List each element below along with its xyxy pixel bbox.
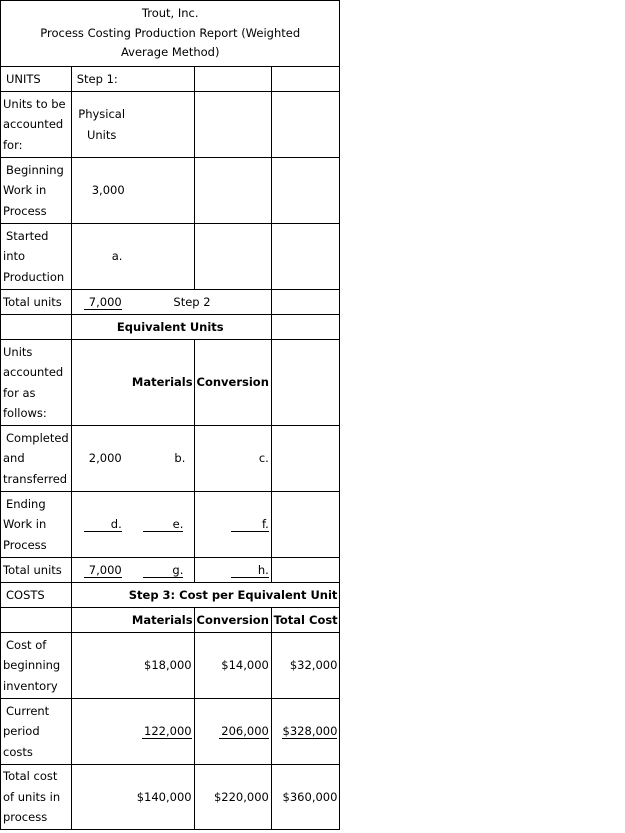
cost-row-materials-cell (71, 699, 194, 765)
units-accounted-label: Units accounted for as follows: (1, 340, 72, 426)
cost-row-materials: $140,000 (71, 765, 194, 830)
eu-conversion-header: Conversion (194, 340, 271, 426)
company-name: Trout, Inc. (141, 6, 199, 21)
cost-materials-header: Materials (71, 608, 194, 633)
step1-label: Step 1: (71, 67, 194, 92)
cost-conversion-header: Conversion (194, 608, 271, 633)
total-units-values-2 (71, 558, 194, 583)
completed-conversion: c. (194, 426, 271, 492)
ending-wip-label: Ending Work in Process (1, 492, 72, 558)
report-title-line2: Average Method) (120, 45, 220, 60)
report-title-line1: Process Costing Production Report (Weighted (40, 25, 301, 40)
beginning-wip-label: Beginning Work in Process (1, 158, 72, 224)
cost-row-total: $32,000 (271, 633, 340, 699)
cost-row-materials: 122,000 (142, 725, 192, 739)
total-units-physical-2: 7,000 (84, 564, 122, 578)
ending-wip-materials: e. (143, 518, 183, 532)
cost-row-total-cell (271, 699, 340, 765)
ending-wip-physical: d. (84, 518, 122, 532)
units-to-account-label: Units to be accounted for: (1, 92, 72, 158)
cost-row-total: $360,000 (271, 765, 340, 830)
cost-total-header: Total Cost (271, 608, 340, 633)
started-label: Started into Production (1, 224, 72, 290)
completed-materials: b. (174, 451, 186, 466)
cost-row-materials: $18,000 (71, 633, 194, 699)
equivalent-units-header: Equivalent Units (71, 315, 271, 340)
started-physical: a. (71, 224, 194, 290)
total-units-materials: g. (143, 564, 183, 578)
total-units-conversion: h. (231, 564, 269, 578)
ending-wip-conversion-cell (194, 492, 271, 558)
completed-values (71, 426, 194, 492)
cost-row-label: Total cost of units in process (1, 765, 72, 830)
cost-row-total: $328,000 (282, 724, 338, 739)
step3-label: Step 3: Cost per Equivalent Unit (71, 583, 340, 608)
cost-row-conversion: $14,000 (194, 633, 271, 699)
total-units-label-2: Total units (1, 558, 72, 583)
ending-wip-values (71, 492, 194, 558)
costs-section-label: COSTS (1, 583, 72, 608)
physical-units-header: Physical Units (71, 92, 194, 158)
completed-label: Completed and transferred (1, 426, 72, 492)
cost-row-conversion-cell (194, 699, 271, 765)
cost-row-conversion: $220,000 (194, 765, 271, 830)
ending-wip-conversion: f. (231, 518, 269, 532)
total-units-physical-1: 7,000 Step 2 (71, 290, 271, 315)
eu-materials-header: Materials (71, 340, 194, 426)
cost-row-conversion: 206,000 (219, 725, 269, 739)
step2-label: Step 2 (173, 294, 211, 309)
report-title (1, 1, 340, 67)
units-section-label: UNITS (1, 67, 72, 92)
cost-row-label: Current period costs (1, 699, 72, 765)
total-units-label-1: Total units (1, 290, 72, 315)
beginning-wip-physical: 3,000 (71, 158, 194, 224)
cost-row-label: Cost of beginning inventory (1, 633, 72, 699)
total-units-conversion-cell (194, 558, 271, 583)
completed-physical: 2,000 (88, 451, 122, 466)
